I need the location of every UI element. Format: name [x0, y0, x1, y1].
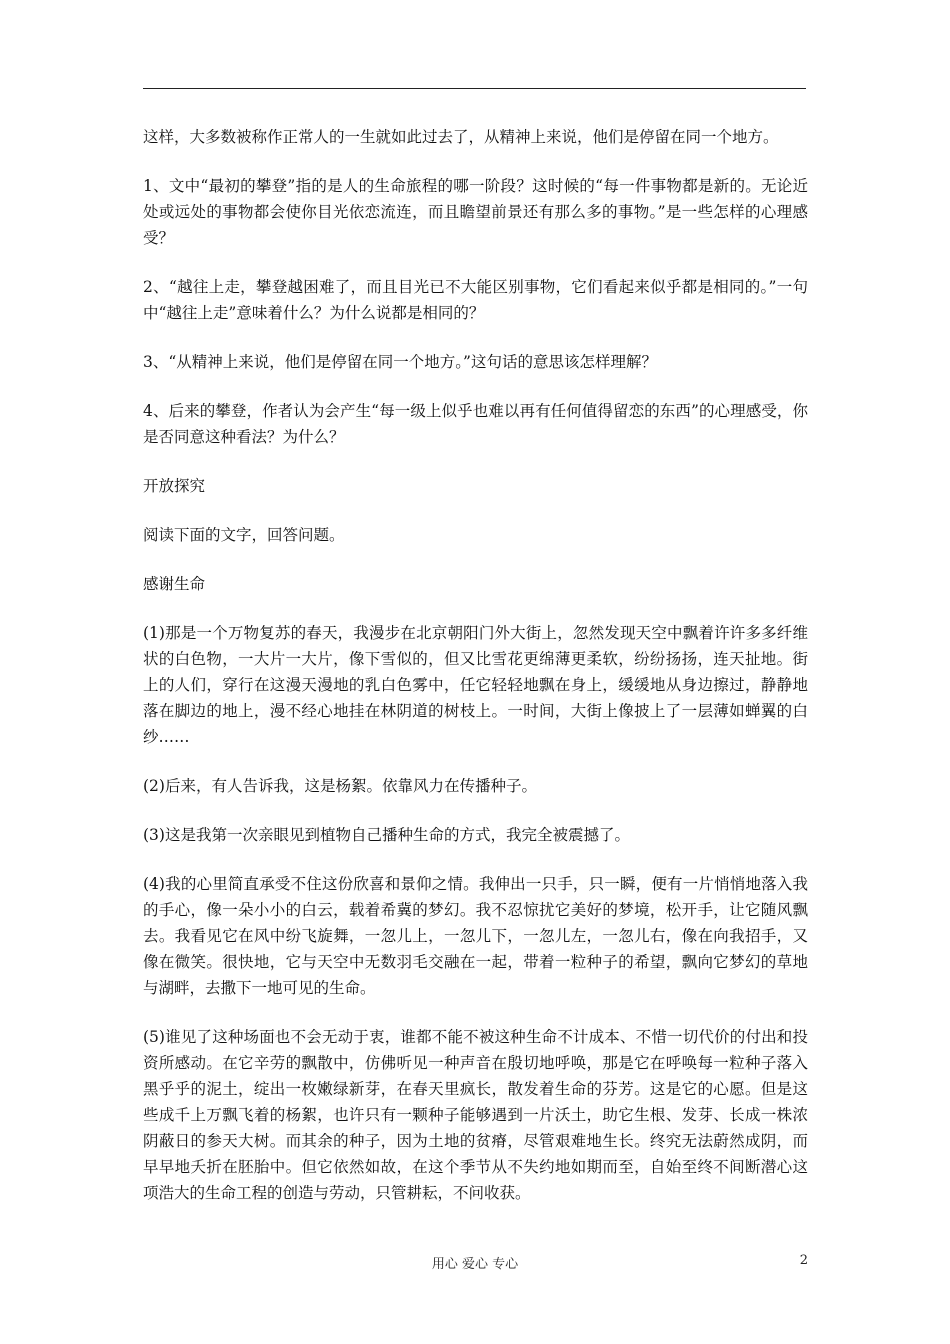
header-rule: [143, 88, 806, 89]
section-heading-open-inquiry: 开放探究: [143, 477, 206, 495]
article-title: 感谢生命: [143, 575, 206, 593]
question-3: 3、“从精神上来说，他们是停留在同一个地方。”这句话的意思该怎样理解？: [143, 353, 657, 371]
document-body: [143, 124, 808, 1229]
article-paragraph-3: (3)这是我第一次亲眼见到植物自己播种生命的方式，我完全被震撼了。: [143, 826, 630, 844]
article-paragraph-2: (2)后来，有人告诉我，这是杨絮。依靠风力在传播种子。: [143, 777, 537, 795]
question-4: 4、后来的攀登，作者认为会产生“每一级上似乎也难以再有任何值得留恋的东西”的心理感受，你是否同意这种看法？为什么？: [143, 402, 808, 446]
question-2: 2、“越往上走，攀登越困难了，而且目光已不大能区别事物，它们看起来似乎都是相同的。”一句中“越往上走”意味着什么？为什么说都是相同的？: [143, 278, 808, 322]
question-1: 1、文中“最初的攀登”指的是人的生命旅程的哪一阶段？这时候的“每一件事物都是新的。无论近处或远处的事物都会使你目光依恋流连，而且瞻望前景还有那么多的事物。”是一些怎样的心理感受？: [143, 177, 808, 247]
page-number: 2: [799, 1253, 808, 1268]
article-paragraph-5: (5)谁见了这种场面也不会无动于衷，谁都不能不被这种生命不计成本、不惜一切代价的付出和投资所感动。在它辛劳的飘散中，仿佛听见一种声音在殷切地呼唤，那是它在呼唤每一粒种子落入黑乎乎的泥土，绽出一枚嫩绿新芽，在春天里疯长，散发着生命的芬芳。这是它的心愿。但是这些成千上万飘飞着的杨絮，也许只有一颗种子能够遇到一片沃土，助它生根、发芽、长成一株浓阴蔽日的参天大树。而其余的种子，因为土地的贫瘠，尽管艰难地生长。终究无法蔚然成阴，而早早地夭折在胚胎中。但它依然如故，在这个季节从不失约地如期而至，自始至终不间断潜心这项浩大的生命工程的创造与劳动，只管耕耘，不问收获。: [143, 1028, 808, 1202]
paragraph-conclusion: 这样，大多数被称作正常人的一生就如此过去了，从精神上来说，他们是停留在同一个地方。: [143, 128, 779, 146]
article-paragraph-4: (4)我的心里简直承受不住这份欣喜和景仰之情。我伸出一只手，只一瞬，便有一片悄悄地落入我的手心，像一朵小小的白云，载着希冀的梦幻。我不忍惊扰它美好的梦境，松开手，让它随风飘去。我看见它在风中纷飞旋舞，一忽儿上，一忽儿下，一忽儿左，一忽儿右，像在向我招手，又像在微笑。很快地，它与天空中无数羽毛交融在一起，带着一粒种子的希望，飘向它梦幻的草地与湖畔，去撒下一地可见的生命。: [143, 875, 808, 997]
footer-motto: 用心 爱心 专心: [431, 1257, 519, 1272]
article-paragraph-1: (1)那是一个万物复苏的春天，我漫步在北京朝阳门外大街上，忽然发现天空中飘着许许多多纤维状的白色物，一大片一大片，像下雪似的，但又比雪花更绵薄更柔软，纷纷扬扬，连天扯地。街上的人们，穿行在这漫天漫地的乳白色雾中，任它轻轻地飘在身上，缓缓地从身边擦过，静静地落在脚边的地上，漫不经心地挂在林阴道的树枝上。一时间，大街上像披上了一层薄如蝉翼的白纱……: [143, 624, 808, 746]
instruction-text: 阅读下面的文字，回答问题。: [143, 526, 345, 544]
